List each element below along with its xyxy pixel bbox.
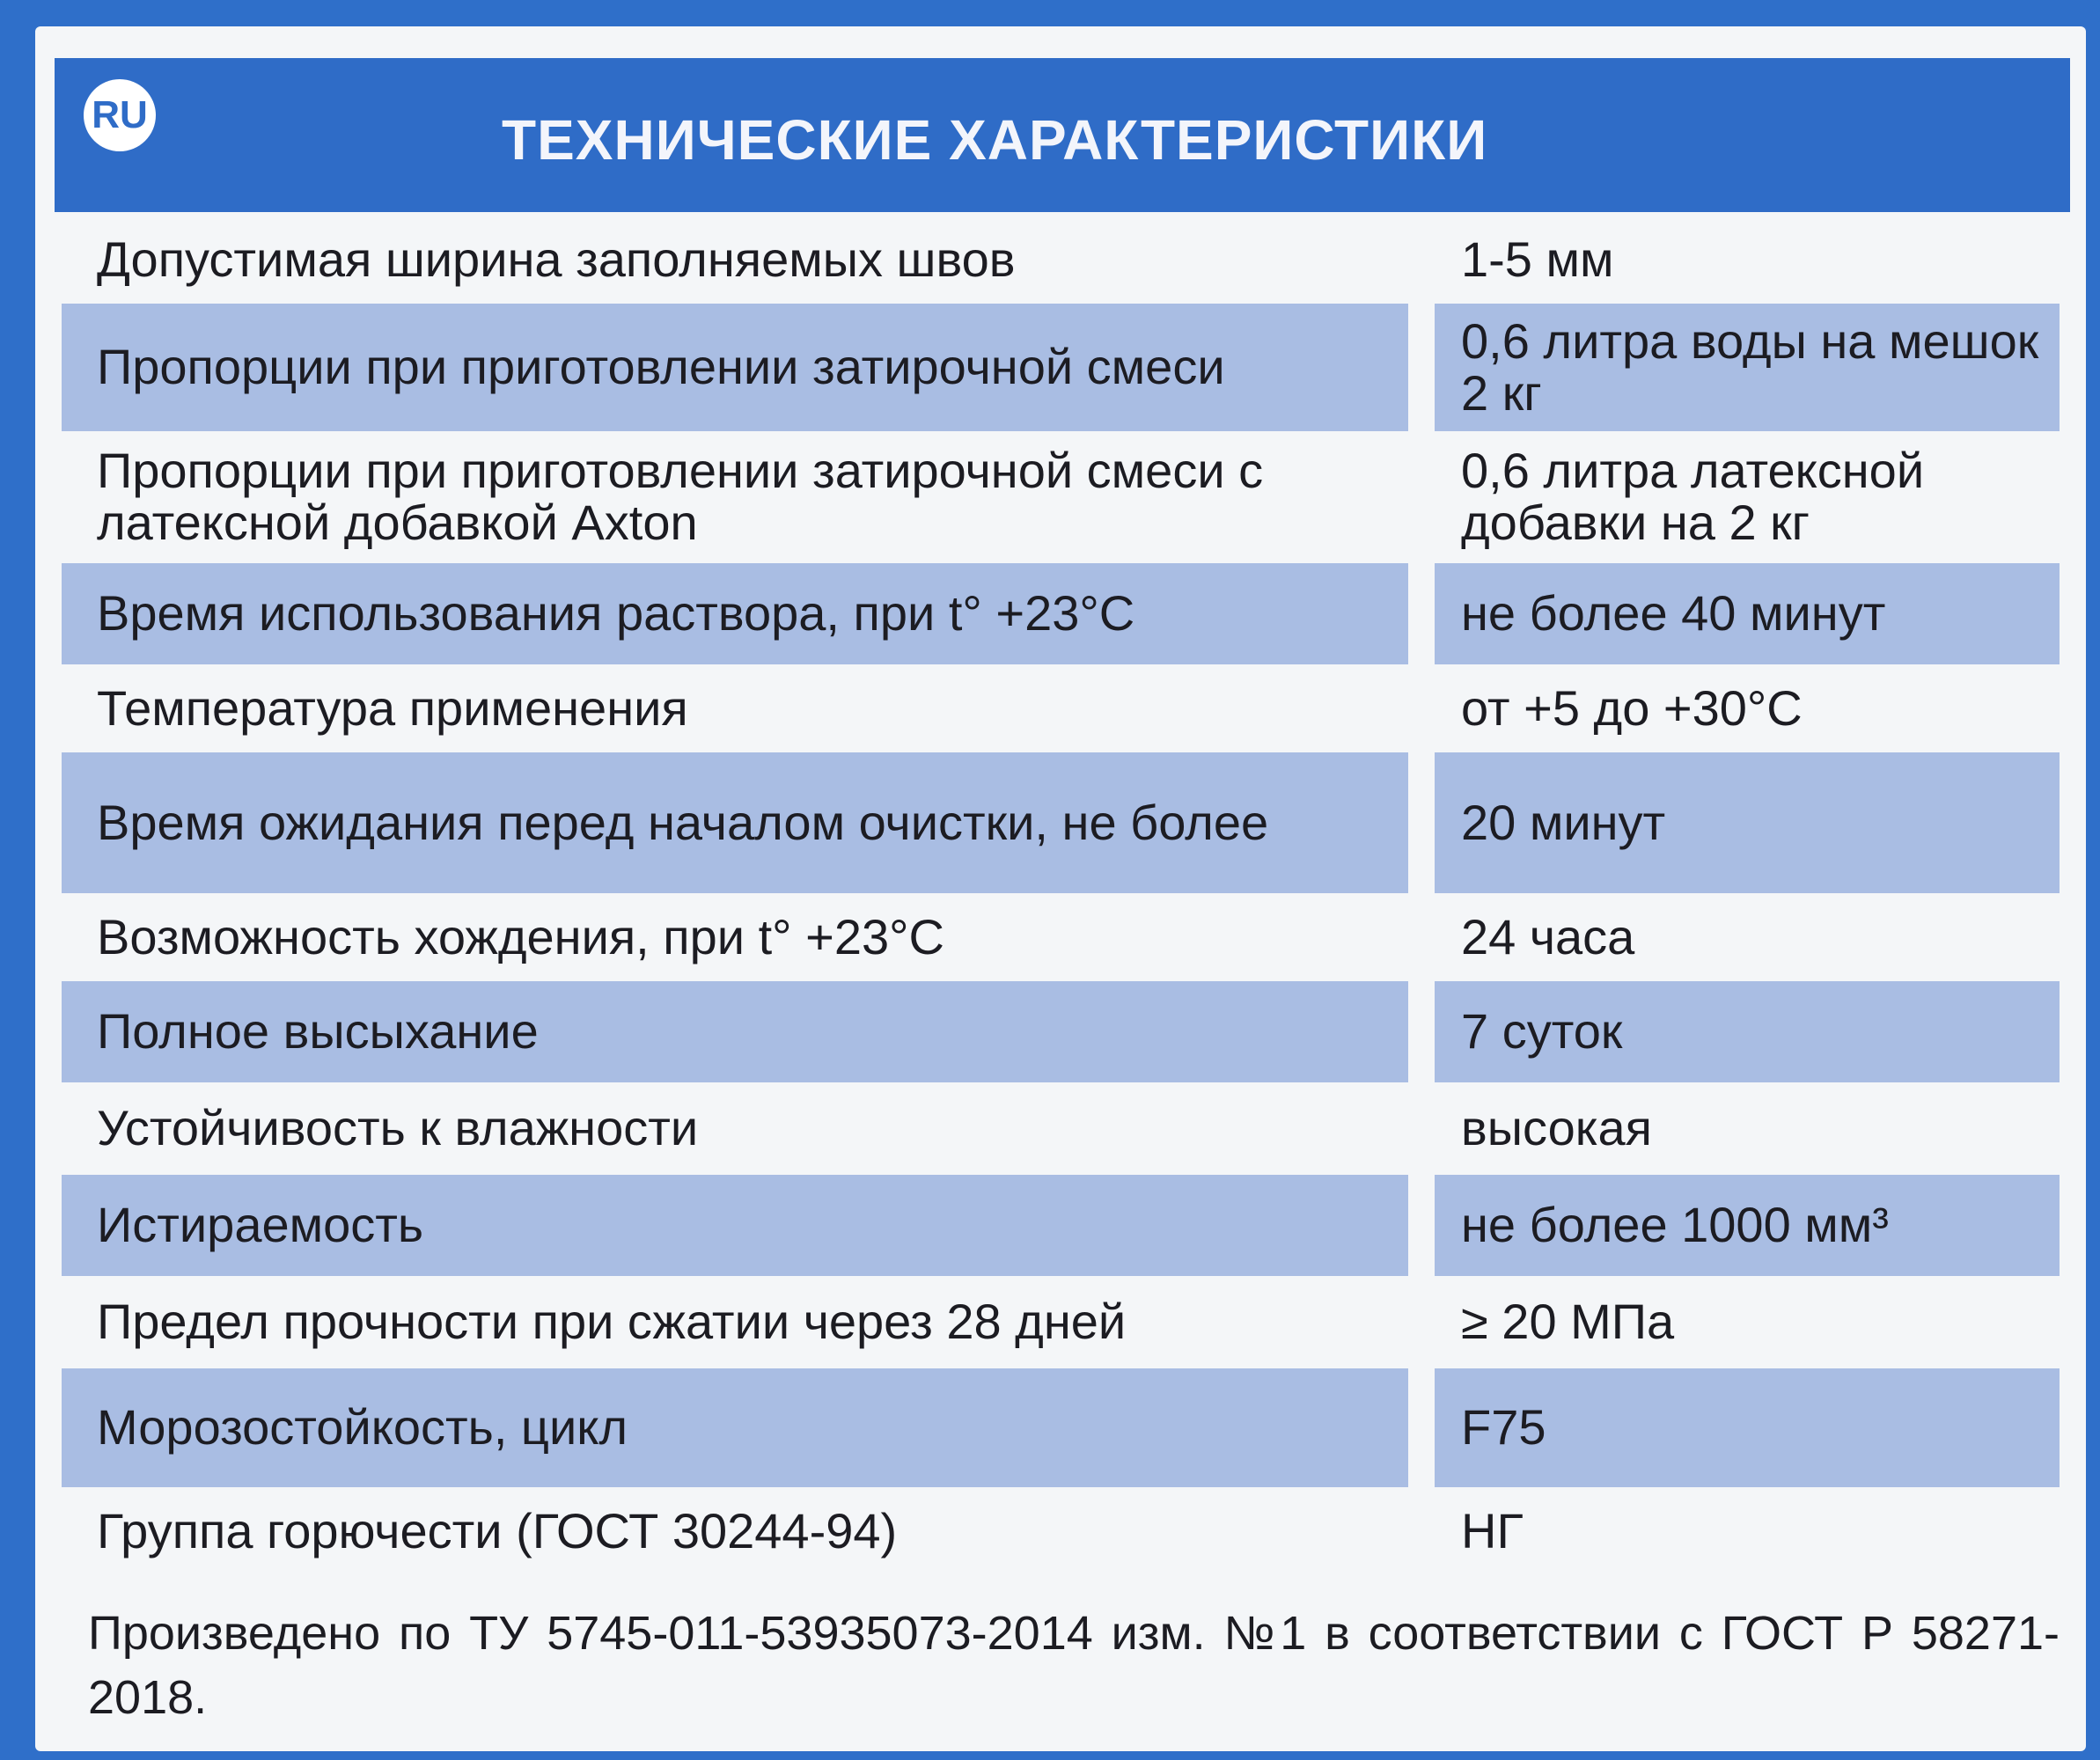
spec-value: 24 часа [1461,908,1635,964]
spec-value: 0,6 литра воды на мешок 2 кг [1435,304,2060,431]
spec-value: высокая [1461,1100,1652,1156]
spec-value: от +5 до +30°C [1461,679,1803,736]
spec-label: Допустимая ширина заполняемых швов [97,231,1016,287]
label-card [35,26,2086,1751]
spec-label: Пропорции при приготовлении затирочной смеси с латексной добавкой Axton [97,443,1264,550]
spec-label: Истираемость [62,1175,1408,1276]
spec-value: 0,6 литра латексной добавки на 2 кг [1461,443,1925,550]
table-row [62,752,2068,893]
spec-label: Время использования раствора, при t° +23°C [62,563,1408,664]
table-row [62,304,2068,431]
table-row [62,1487,2068,1575]
spec-label: Морозостойкость, цикл [62,1368,1408,1487]
spec-value: 20 минут [1435,752,2060,893]
spec-label: Группа горючести (ГОСТ 30244-94) [97,1502,898,1558]
spec-label: Предел прочности при сжатии через 28 дней [97,1294,1127,1350]
table-row [62,431,2068,563]
spec-label: Возможность хождения, при t° +23°C [97,908,944,964]
table-row [62,1082,2068,1175]
spec-label: Температура применения [97,679,688,736]
table-row [62,1368,2068,1487]
table-row [62,1276,2068,1368]
spec-label: Полное высыхание [62,981,1408,1082]
spec-value: ≥ 20 МПа [1461,1294,1675,1350]
table-row [62,981,2068,1082]
table-row [62,664,2068,752]
spec-table [62,216,2068,1575]
table-row [62,1175,2068,1276]
spec-value: не более 40 минут [1435,563,2060,664]
spec-label: Устойчивость к влажности [97,1100,699,1156]
spec-value: 7 суток [1435,981,2060,1082]
spec-value: НГ [1461,1502,1524,1558]
spec-value: 1-5 мм [1461,231,1614,287]
table-row [62,563,2068,664]
spec-value: не более 1000 мм³ [1435,1175,2060,1276]
ru-badge: RU [84,79,156,151]
spec-value: F75 [1435,1368,2060,1487]
page-title: ТЕХНИЧЕСКИЕ ХАРАКТЕРИСТИКИ [502,108,1488,172]
spec-label: Пропорции при приготовлении затирочной смеси [62,304,1408,431]
spec-label: Время ожидания перед началом очистки, не более [62,752,1408,893]
table-row [62,893,2068,981]
footer-note: Произведено по ТУ 5745-011-53935073-2014 изм. №1 в соответствии с ГОСТ Р 58271-2018. [88,1607,2060,1724]
table-row [62,216,2068,304]
